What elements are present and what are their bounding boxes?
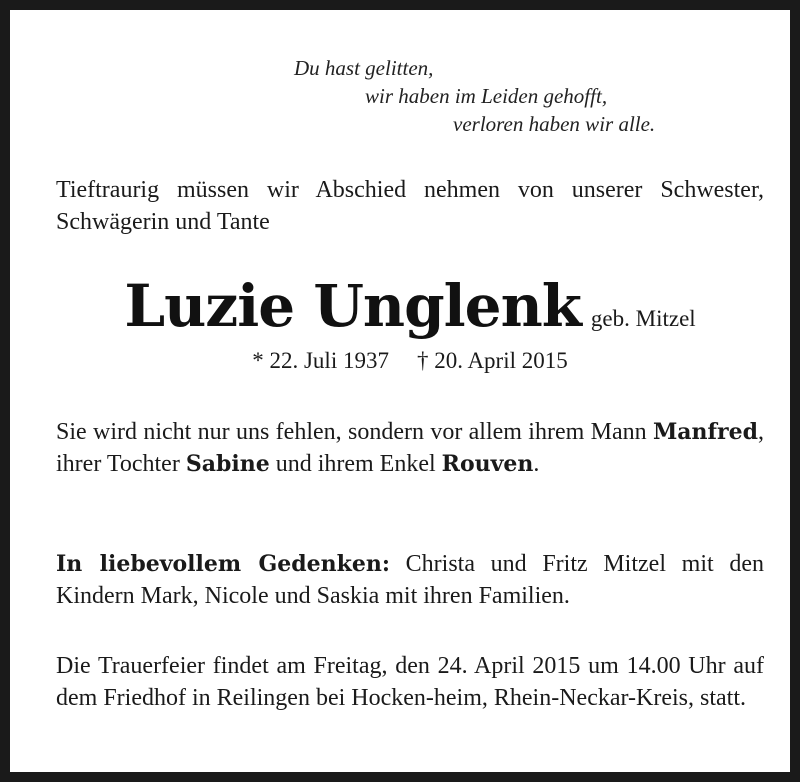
daughter-name: Sabine: [185, 451, 270, 477]
poem-line-3: verloren haben wir alle.: [453, 112, 656, 136]
missed-text-3: und ihrem Enkel: [269, 451, 442, 477]
memory-heading: In liebevollem Gedenken:: [56, 551, 390, 577]
deceased-name-row: [10, 272, 800, 340]
intro-text: Tieftraurig müssen wir Abschied nehmen von unserer Schwester, Schwägerin und Tante: [56, 177, 764, 235]
grandson-name: Rouven: [441, 451, 534, 477]
birth-date: * 22. Juli 1937: [252, 348, 389, 373]
deceased-name: Luzie Unglenk: [124, 272, 581, 340]
husband-name: Manfred: [652, 419, 758, 445]
poem-line-1: Du hast gelitten,: [294, 56, 434, 80]
life-dates: [10, 348, 800, 374]
missed-paragraph: [56, 416, 764, 480]
funeral-paragraph: Die Trauerfeier findet am Freitag, den 24. April 2015 um 14.00 Uhr auf dem Friedhof in Reilingen bei Hocken-heim, Rhein-Neckar-Kreis, statt.: [56, 653, 764, 711]
missed-text-2: , ihrer Tochter: [56, 419, 764, 477]
missed-text-4: .: [533, 451, 540, 477]
poem-line-2: wir haben im Leiden gehofft,: [365, 84, 608, 108]
memory-text: Christa und Fritz Mitzel mit den Kindern Mark, Nicole und Saskia mit ihren Familien.: [56, 551, 764, 609]
death-date: † 20. April 2015: [416, 348, 568, 373]
birth-name: geb. Mitzel: [590, 306, 696, 331]
memory-paragraph: [56, 548, 764, 612]
missed-text-1: Sie wird nicht nur uns fehlen, sondern vor allem ihrem Mann: [56, 419, 653, 445]
